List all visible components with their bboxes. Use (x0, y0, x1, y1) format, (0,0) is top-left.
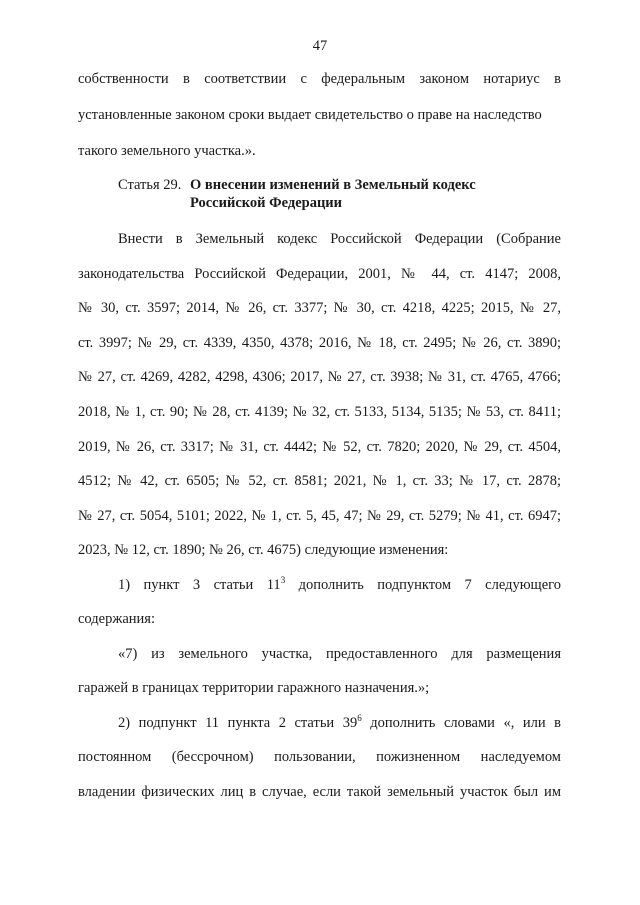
text-line: такого земельного участка.». (78, 143, 256, 159)
superscript: 3 (280, 575, 286, 585)
superscript: 6 (357, 713, 362, 723)
text-fragment: 2) подпункт 11 пункта 2 статьи 39 (118, 715, 358, 731)
text-line: 2018, № 1, ст. 90; № 28, ст. 4139; № 32, ст. 5133, 5134, 5135; № 53, ст. 8411; (78, 404, 561, 420)
text-line: ст. 3997; № 29, ст. 4339, 4350, 4378; 2016, № 18, ст. 2495; № 26, ст. 3890; (78, 335, 561, 351)
text-line: законодательства Российской Федерации, 2001, № 44, ст. 4147; 2008, (78, 266, 561, 282)
text-line: гаражей в границах территории гаражного назначения.»; (78, 680, 430, 696)
text-line: 2023, № 12, ст. 1890; № 26, ст. 4675) следующие изменения: (78, 542, 449, 558)
text-line: постоянном (бессрочном) пользовании, пожизненном наследуемом (78, 749, 561, 765)
text-line: собственности в соответствии с федеральным законом нотариус в (78, 71, 561, 87)
article-title-line2: Российской Федерации (190, 195, 343, 211)
text-line: № 30, ст. 3597; 2014, № 26, ст. 3377; № 30, ст. 4218, 4225; 2015, № 27, (78, 300, 561, 316)
article-heading (118, 176, 476, 194)
text-fragment: дополнить словами «, или в (361, 715, 561, 731)
text-line: Внести в Земельный кодекс Российской Федерации (Собрание (118, 231, 561, 247)
text-line: содержания: (78, 611, 156, 627)
text-fragment: 1) пункт 3 статьи 11 (118, 577, 281, 593)
article-title-line1: О внесении изменений в Земельный кодекс (190, 177, 476, 193)
text-line-with-superscript (118, 576, 561, 594)
article-label: Статья 29. (118, 177, 182, 193)
page-number: 47 (312, 38, 328, 54)
text-line: «7) из земельного участка, предоставленного для размещения (118, 646, 561, 662)
text-fragment: дополнить подпунктом 7 следующего (285, 577, 561, 593)
text-line: установленные законом сроки выдает свидетельство о праве на наследство (78, 107, 542, 123)
text-line-with-superscript (118, 714, 561, 732)
text-line: 4512; № 42, ст. 6505; № 52, ст. 8581; 2021, № 1, ст. 33; № 17, ст. 2878; (78, 473, 561, 489)
text-line: № 27, ст. 5054, 5101; 2022, № 1, ст. 5, 45, 47; № 29, ст. 5279; № 41, ст. 6947; (78, 508, 561, 524)
text-line: 2019, № 26, ст. 3317; № 31, ст. 4442; № 52, ст. 7820; 2020, № 29, ст. 4504, (78, 439, 561, 455)
text-line: владении физических лиц в случае, если такой земельный участок был им (78, 784, 561, 800)
text-line: № 27, ст. 4269, 4282, 4298, 4306; 2017, № 27, ст. 3938; № 31, ст. 4765, 4766; (78, 369, 561, 385)
